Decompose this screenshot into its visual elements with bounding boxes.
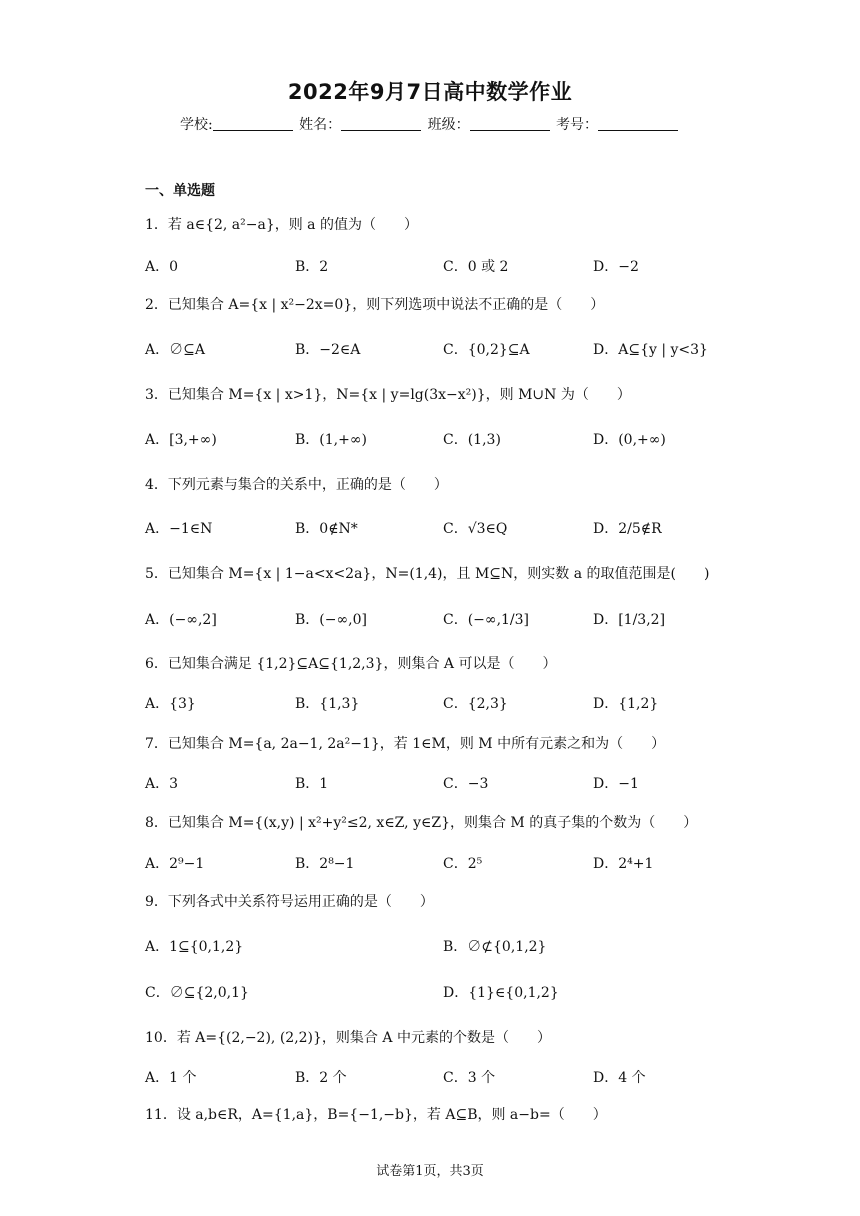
section-title: 一、单选题	[145, 183, 215, 199]
question-3-option-b: B．(1,+∞)	[295, 432, 367, 448]
question-6-option-d: D．{1,2}	[593, 696, 659, 712]
question-4-option-b: B．0∉N*	[295, 521, 358, 537]
question-5-option-a: A．(−∞,2]	[145, 612, 217, 628]
question-9-option-b: B．∅⊄{0,1,2}	[443, 939, 547, 955]
question-2-option-d: D．A⊆{y | y<3}	[593, 342, 708, 358]
question-10-option-a: A．1 个	[145, 1070, 197, 1086]
page-title: 2022年9月7日高中数学作业	[287, 80, 573, 104]
question-6-option-c: C．{2,3}	[443, 696, 508, 712]
question-9-option-c: C．∅⊆{2,0,1}	[145, 985, 249, 1001]
question-7-option-b: B．1	[295, 776, 329, 792]
question-6-option-a: A．{3}	[145, 696, 196, 712]
question-4-option-c: C．√3∈Q	[443, 521, 508, 537]
question-5-option-c: C．(−∞,1/3]	[443, 612, 530, 628]
question-1-option-d: D．−2	[593, 259, 639, 275]
school-blank[interactable]	[213, 116, 293, 131]
question-9-stem: 9．下列各式中关系符号运用正确的是（ ）	[145, 894, 434, 910]
question-6-stem: 6．已知集合满足 {1,2}⊆A⊆{1,2,3}，则集合 A 可以是（ ）	[145, 656, 557, 672]
school-label: 学校:	[179, 117, 213, 133]
question-10-option-b: B．2 个	[295, 1070, 347, 1086]
question-7-stem: 7．已知集合 M={a, 2a−1, 2a²−1}，若 1∈M，则 M 中所有元素之和为（ ）	[145, 736, 666, 752]
question-1-stem: 1．若 a∈{2, a²−a}，则 a 的值为（ ）	[145, 217, 418, 233]
question-5-option-d: D．[1/3,2]	[593, 612, 666, 628]
question-8-stem: 8．已知集合 M={(x,y) | x²+y²≤2, x∈Z, y∈Z}，则集合 M 的真子集的个数为（ ）	[145, 815, 698, 831]
question-8-option-c: C．2⁵	[443, 856, 483, 872]
question-4-option-a: A．−1∈N	[145, 521, 213, 537]
name-label: 姓名：	[299, 117, 342, 133]
question-4-stem: 4．下列元素与集合的关系中，正确的是（ ）	[145, 477, 448, 493]
question-2-stem: 2．已知集合 A={x | x²−2x=0}，则下列选项中说法不正确的是（ ）	[145, 297, 605, 313]
question-9-option-d: D．{1}∈{0,1,2}	[443, 985, 559, 1001]
question-10-option-d: D．4 个	[593, 1070, 646, 1086]
exam-no-blank[interactable]	[598, 116, 678, 131]
exam-no-label: 考号：	[556, 117, 599, 133]
question-3-stem: 3．已知集合 M={x | x>1}，N={x | y=lg(3x−x²)}，则 M∪N 为（ ）	[145, 387, 631, 403]
question-3-option-a: A．[3,+∞)	[145, 432, 217, 448]
class-blank[interactable]	[470, 116, 550, 131]
question-8-option-d: D．2⁴+1	[593, 856, 654, 872]
question-3-option-c: C．(1,3)	[443, 432, 501, 448]
class-label: 班级：	[427, 117, 470, 133]
question-1-option-b: B．2	[295, 259, 329, 275]
name-blank[interactable]	[341, 116, 421, 131]
question-8-option-a: A．2⁹−1	[145, 856, 205, 872]
student-info-line	[0, 114, 860, 134]
question-2-option-a: A．∅⊆A	[145, 342, 205, 358]
question-1-option-a: A．0	[145, 259, 179, 275]
question-7-option-c: C．−3	[443, 776, 489, 792]
question-2-option-b: B．−2∈A	[295, 342, 361, 358]
question-2-option-c: C．{0,2}⊆A	[443, 342, 530, 358]
question-7-option-d: D．−1	[593, 776, 639, 792]
page-footer: 试卷第1页，共3页	[376, 1164, 484, 1179]
question-4-option-d: D．2/5∉R	[593, 521, 662, 537]
question-8-option-b: B．2⁸−1	[295, 856, 355, 872]
question-10-option-c: C．3 个	[443, 1070, 496, 1086]
question-11-stem: 11．设 a,b∈R，A={1,a}，B={−1,−b}，若 A⊆B，则 a−b=（ ）	[145, 1107, 607, 1123]
question-10-stem: 10．若 A={(2,−2), (2,2)}，则集合 A 中元素的个数是（ ）	[145, 1030, 551, 1046]
question-9-option-a: A．1⊆{0,1,2}	[145, 939, 244, 955]
question-6-option-b: B．{1,3}	[295, 696, 360, 712]
question-1-option-c: C．0 或 2	[443, 259, 509, 275]
question-3-option-d: D．(0,+∞)	[593, 432, 666, 448]
question-7-option-a: A．3	[145, 776, 179, 792]
question-5-option-b: B．(−∞,0]	[295, 612, 367, 628]
question-5-stem: 5．已知集合 M={x | 1−a<x<2a}，N=(1,4)，且 M⊆N，则实数 a 的取值范围是( )	[145, 566, 710, 582]
